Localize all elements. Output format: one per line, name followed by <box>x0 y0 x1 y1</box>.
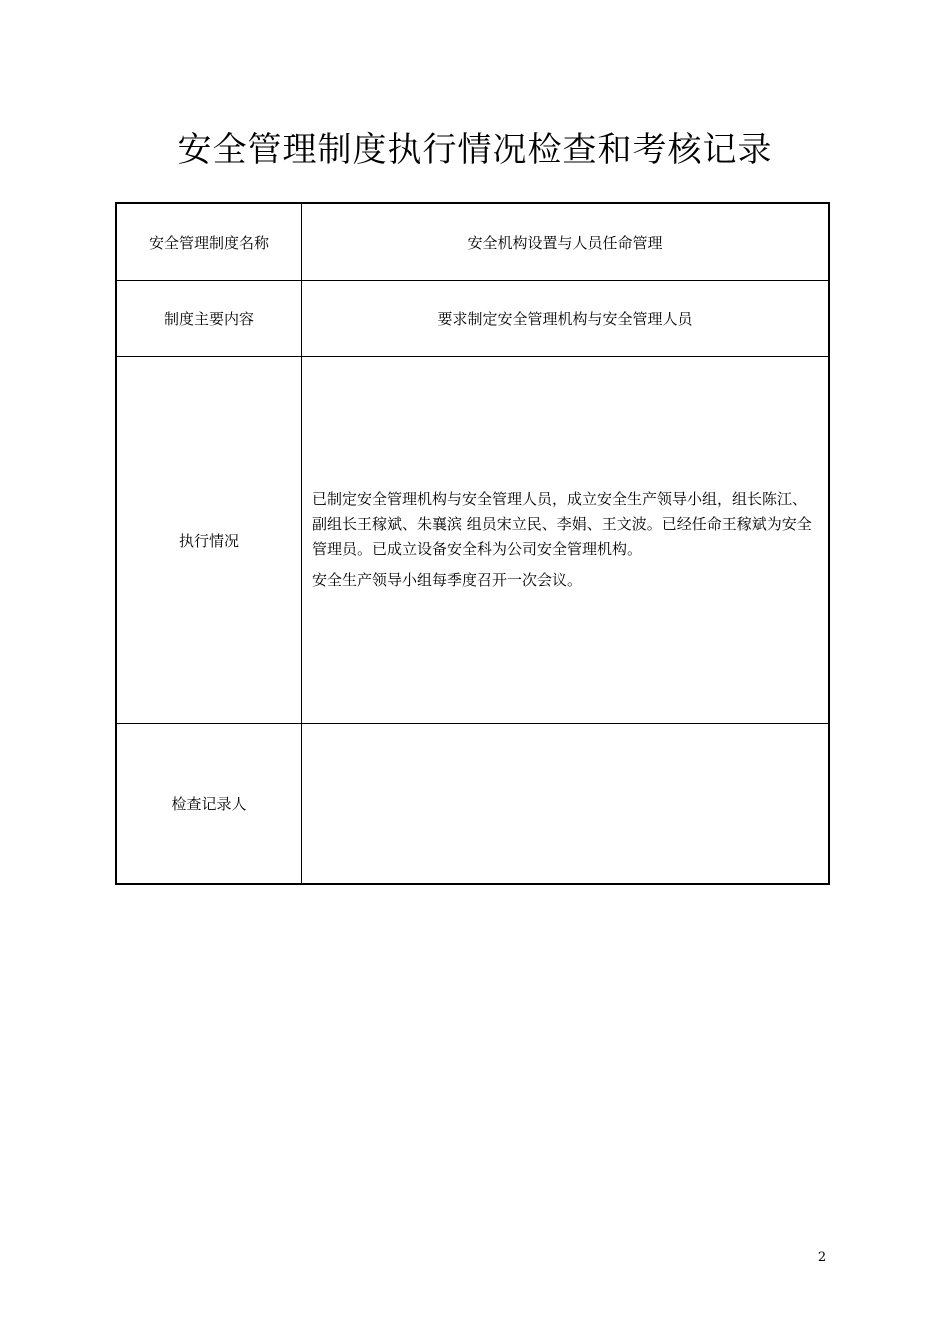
table-row <box>116 724 829 885</box>
regulation-name-label: 安全管理制度名称 <box>116 203 302 281</box>
page-title: 安全管理制度执行情况检查和考核记录 <box>177 130 773 170</box>
regulation-name-value: 安全机构设置与人员任命管理 <box>302 203 830 281</box>
page-number: 2 <box>817 1250 827 1265</box>
execution-paragraph: 安全生产领导小组每季度召开一次会议。 <box>312 571 583 589</box>
execution-status-label: 执行情况 <box>116 357 302 724</box>
table-row <box>116 357 829 724</box>
table-row <box>116 281 829 357</box>
checker-label: 检查记录人 <box>116 724 302 885</box>
table-row <box>116 203 829 281</box>
main-content-value: 要求制定安全管理机构与安全管理人员 <box>302 281 830 357</box>
checker-value <box>302 724 830 885</box>
main-content-label: 制度主要内容 <box>116 281 302 357</box>
inspection-record-table <box>115 202 830 885</box>
execution-paragraph: 已制定安全管理机构与安全管理人员，成立安全生产领导小组，组长陈江、副组长王稼斌、朱襄滨 组员宋立民、李娟、王文波。已经任命王稼斌为安全管理员。已成立设备安全科为公司安全管理机构。 <box>312 490 812 558</box>
execution-status-value <box>302 357 830 724</box>
